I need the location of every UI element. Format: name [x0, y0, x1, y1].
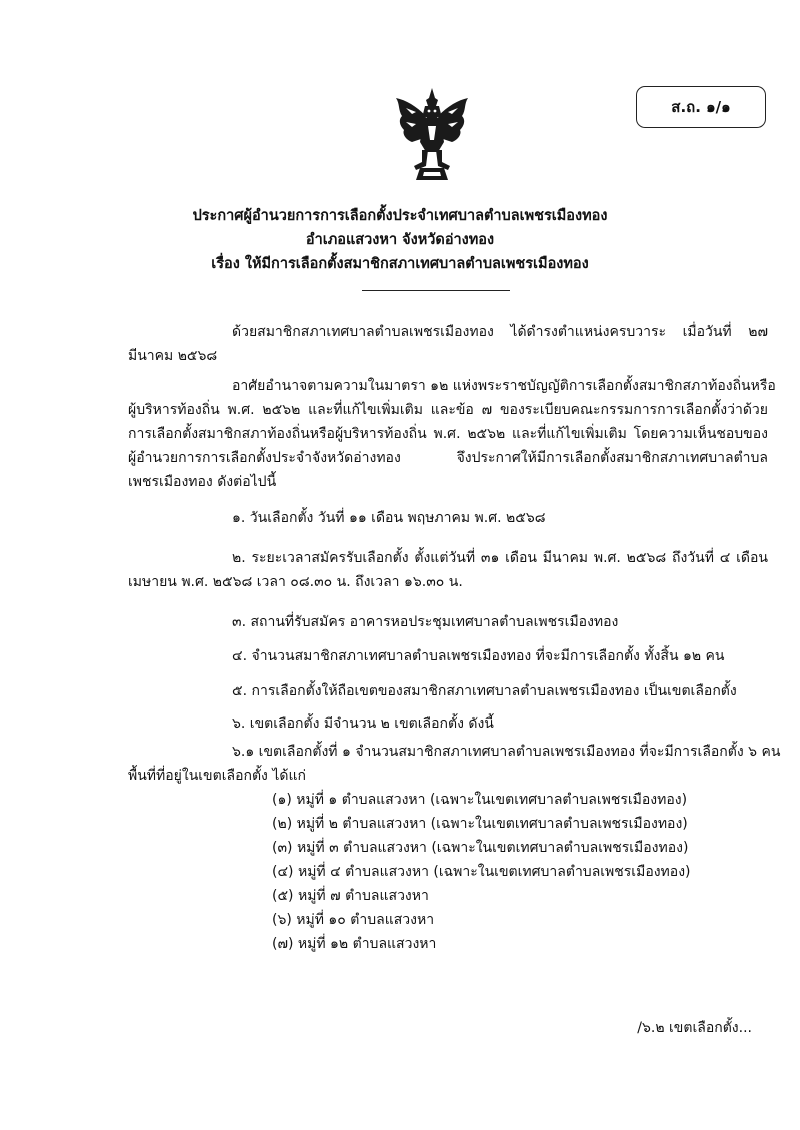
- item-1: ๑. วันเลือกตั้ง วันที่ ๑๑ เดือน พฤษภาคม พ.ศ. ๒๕๖๘: [232, 510, 546, 526]
- authority-line-5: เพชรเมืองทอง ดังต่อไปนี้: [128, 474, 277, 490]
- village-list-item: (๕) หมู่ที่ ๗ ตำบลแสวงหา: [272, 888, 429, 904]
- form-code: ส.ถ. ๑/๑: [671, 98, 731, 116]
- village-list-item: (๔) หมู่ที่ ๔ ตำบลแสวงหา (เฉพาะในเขตเทศบาลตำบลเพชรเมืองทอง): [272, 864, 691, 880]
- continuation-note: /๖.๒ เขตเลือกตั้ง...: [637, 1020, 752, 1036]
- item-2-line-1: ๒. ระยะเวลาสมัครรับเลือกตั้ง ตั้งแต่วันที่ ๓๑ เดือน มีนาคม พ.ศ. ๒๕๖๘ ถึงวันที่ ๔ เดือน: [232, 550, 768, 566]
- village-list-item: (๓) หมู่ที่ ๓ ตำบลแสวงหา (เฉพาะในเขตเทศบาลตำบลเพชรเมืองทอง): [272, 840, 689, 856]
- item-3: ๓. สถานที่รับสมัคร อาคารหอประชุมเทศบาลตำบลเพชรเมืองทอง: [232, 614, 619, 630]
- village-list-item: (๖) หมู่ที่ ๑๐ ตำบลแสวงหา: [272, 912, 435, 928]
- item-6: ๖. เขตเลือกตั้ง มีจำนวน ๒ เขตเลือกตั้ง ดังนี้: [232, 716, 494, 732]
- item-4: ๔. จำนวนสมาชิกสภาเทศบาลตำบลเพชรเมืองทอง ที่จะมีการเลือกตั้ง ทั้งสิ้น ๑๒ คน: [232, 648, 725, 664]
- authority-line-3: การเลือกตั้งสมาชิกสภาท้องถิ่นหรือผู้บริหารท้องถิ่น พ.ศ. ๒๕๖๒ และที่แก้ไขเพิ่มเติม โดยความเห็นชอบของ: [128, 426, 768, 442]
- heading-line-1: ประกาศผู้อำนวยการการเลือกตั้งประจำเทศบาลตำบลเพชรเมืองทอง: [192, 208, 608, 224]
- heading-line-3: เรื่อง ให้มีการเลือกตั้งสมาชิกสภาเทศบาลตำบลเพชรเมืองทอง: [211, 256, 589, 272]
- item-6-1-line-1: ๖.๑ เขตเลือกตั้งที่ ๑ จำนวนสมาชิกสภาเทศบาลตำบลเพชรเมืองทอง ที่จะมีการเลือกตั้ง ๖ คน: [232, 744, 781, 760]
- authority-line-2: ผู้บริหารท้องถิ่น พ.ศ. ๒๕๖๒ และที่แก้ไขเพิ่มเติม และข้อ ๗ ของระเบียบคณะกรรมการการเลือกตั้งว่าด้วย: [128, 402, 768, 418]
- garuda-emblem-icon: [392, 86, 472, 184]
- heading-line-2: อำเภอแสวงหา จังหวัดอ่างทอง: [305, 232, 495, 248]
- item-2-line-2: เมษายน พ.ศ. ๒๕๖๘ เวลา ๐๘.๓๐ น. ถึงเวลา ๑๖.๓๐ น.: [128, 574, 463, 590]
- village-list-item: (๑) หมู่ที่ ๑ ตำบลแสวงหา (เฉพาะในเขตเทศบาลตำบลเพชรเมืองทอง): [272, 792, 688, 808]
- intro-line-1: ด้วยสมาชิกสภาเทศบาลตำบลเพชรเมืองทอง ได้ดำรงตำแหน่งครบวาระ เมื่อวันที่ ๒๗: [232, 324, 768, 340]
- intro-line-2: มีนาคม ๒๕๖๘: [128, 348, 218, 364]
- authority-line-4: ผู้อำนวยการการเลือกตั้งประจำจังหวัดอ่างทอง จึงประกาศให้มีการเลือกตั้งสมาชิกสภาเทศบาลตำบล: [128, 450, 768, 466]
- heading-divider: [362, 290, 510, 291]
- village-list-item: (๒) หมู่ที่ ๒ ตำบลแสวงหา (เฉพาะในเขตเทศบาลตำบลเพชรเมืองทอง): [272, 816, 688, 832]
- item-5: ๕. การเลือกตั้งให้ถือเขตของสมาชิกสภาเทศบาลตำบลเพชรเมืองทอง เป็นเขตเลือกตั้ง: [232, 683, 737, 699]
- item-6-1-line-2: พื้นที่ที่อยู่ในเขตเลือกตั้ง ได้แก่: [128, 768, 306, 784]
- form-code-box: [636, 86, 766, 128]
- village-list-item: (๗) หมู่ที่ ๑๒ ตำบลแสวงหา: [272, 936, 437, 952]
- authority-line-1: อาศัยอำนาจตามความในมาตรา ๑๒ แห่งพระราชบัญญัติการเลือกตั้งสมาชิกสภาท้องถิ่นหรือ: [232, 378, 776, 394]
